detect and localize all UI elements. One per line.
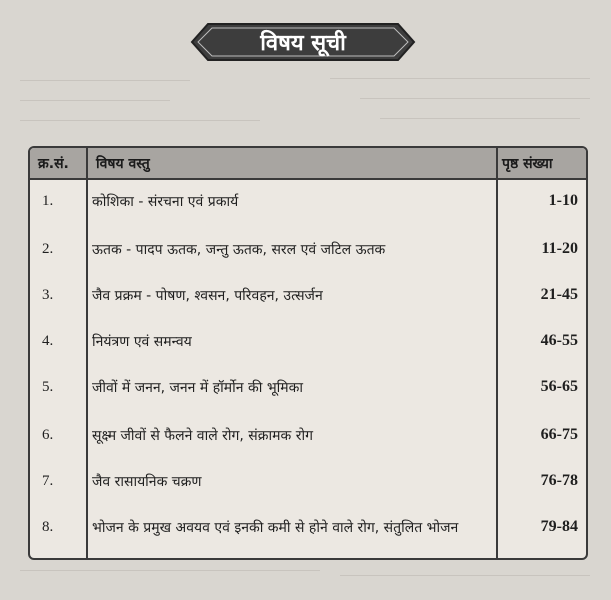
table-row (30, 504, 586, 550)
row-topic: भोजन के प्रमुख अवयव एवं इनकी कमी से होने वाले रोग, संतुलित भोजन (92, 519, 459, 536)
table-row (30, 272, 586, 318)
row-topic: जैव रासायनिक चक्रण (92, 473, 202, 490)
header-sno: क्र.सं. (38, 155, 69, 172)
row-sno: 1. (42, 192, 54, 209)
table-row (30, 178, 586, 224)
row-topic: सूक्ष्म जीवों से फैलने वाले रोग, संक्रामक रोग (92, 427, 313, 444)
header-pages: पृष्ठ संख्या (502, 155, 553, 172)
row-pages: 1-10 (548, 192, 578, 209)
row-pages: 76-78 (540, 472, 578, 489)
table-row (30, 412, 586, 458)
row-sno: 5. (42, 378, 54, 395)
row-sno: 4. (42, 332, 54, 349)
row-sno: 6. (42, 426, 54, 443)
table-row (30, 364, 586, 410)
row-pages: 56-65 (540, 378, 578, 395)
row-topic: कोशिका - संरचना एवं प्रकार्य (92, 193, 239, 210)
row-topic: नियंत्रण एवं समन्वय (92, 333, 192, 350)
row-topic: जीवों में जनन, जनन में हॉर्मोन की भूमिका (92, 379, 304, 396)
toc-header-row (30, 148, 586, 180)
toc-table (28, 146, 588, 560)
row-sno: 7. (42, 472, 54, 489)
row-sno: 8. (42, 518, 54, 535)
row-pages: 11-20 (541, 240, 578, 257)
table-row (30, 226, 586, 272)
row-topic: जैव प्रक्रम - पोषण, श्वसन, परिवहन, उत्सर्जन (92, 287, 323, 304)
row-topic: ऊतक - पादप ऊतक, जन्तु ऊतक, सरल एवं जटिल ऊतक (92, 241, 386, 258)
row-sno: 2. (42, 240, 54, 257)
table-row (30, 458, 586, 504)
row-sno: 3. (42, 286, 54, 303)
row-pages: 21-45 (540, 286, 578, 303)
row-pages: 79-84 (540, 518, 578, 535)
title-banner (190, 22, 416, 62)
row-pages: 66-75 (540, 426, 578, 443)
row-pages: 46-55 (540, 332, 578, 349)
header-topic: विषय वस्तु (96, 155, 150, 172)
page-title: विषय सूची (260, 31, 346, 56)
table-row (30, 318, 586, 364)
